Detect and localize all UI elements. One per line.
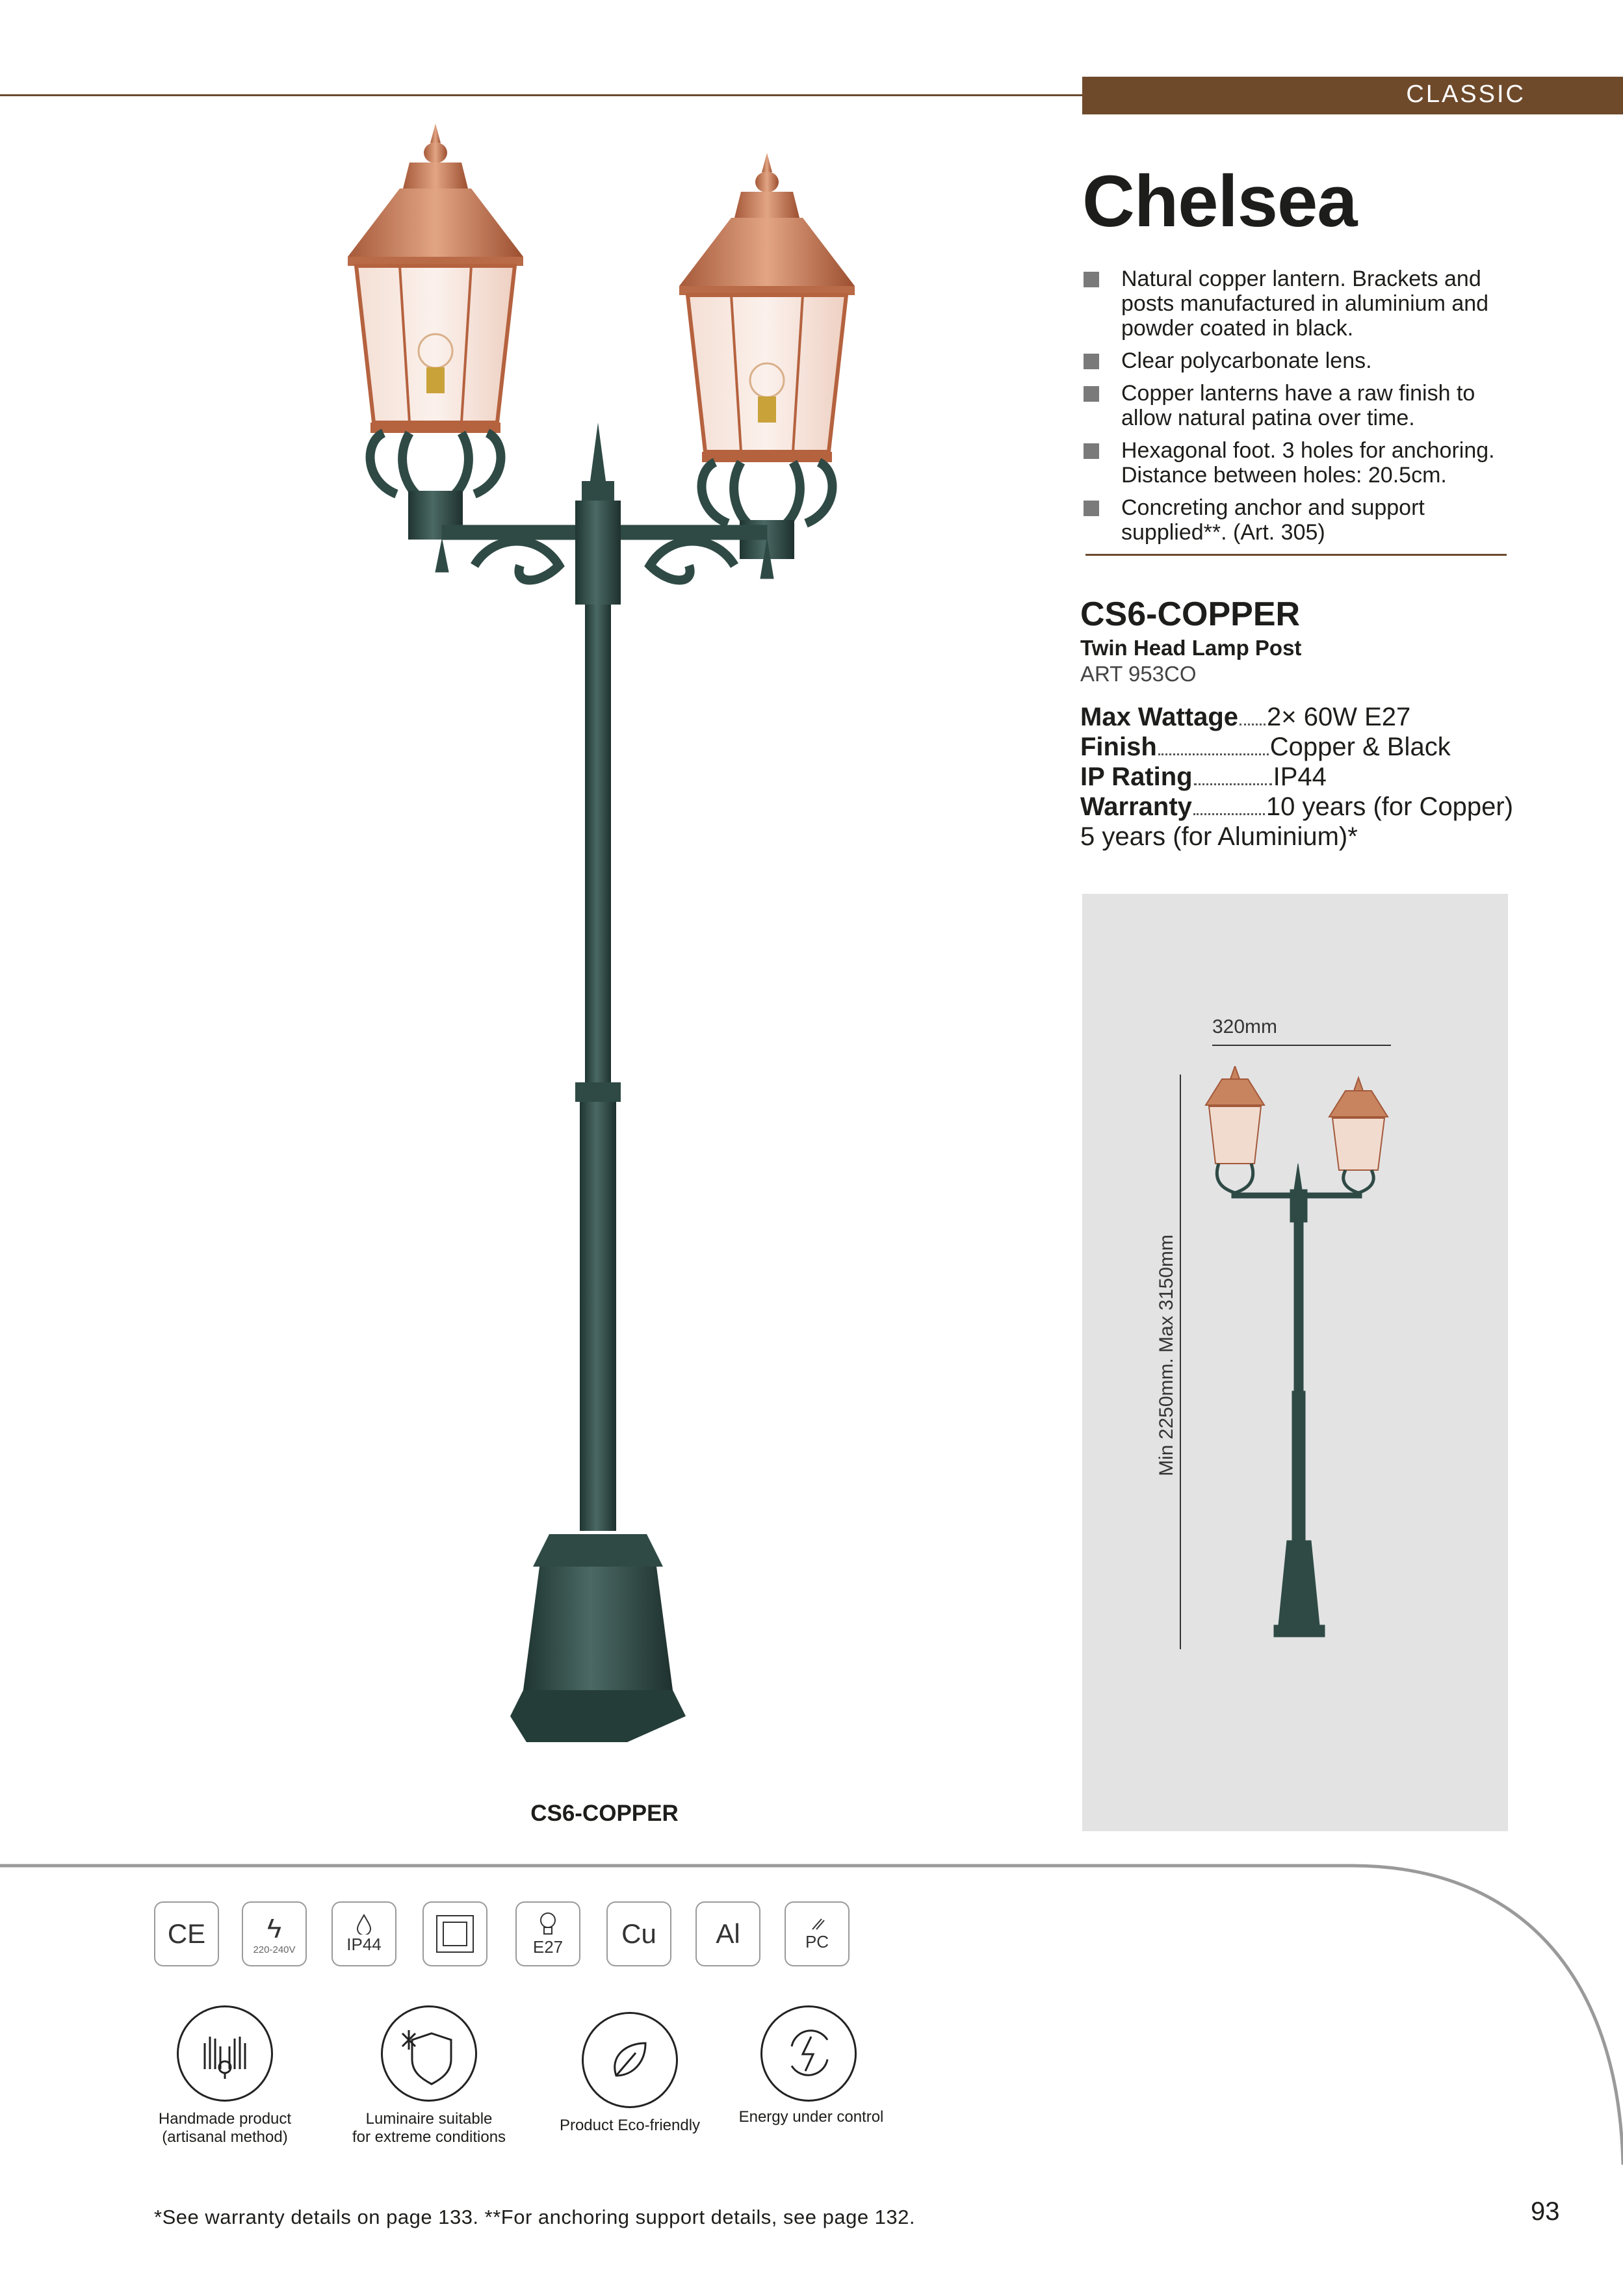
width-line xyxy=(1212,1045,1391,1046)
dimensions-panel xyxy=(1082,894,1508,1831)
feature-label: Product Eco-friendly xyxy=(559,2117,701,2134)
bulb-icon: E27 xyxy=(515,1901,580,1966)
bullet-square-icon xyxy=(1084,386,1099,402)
feature-item: Concreting anchor and support supplied**. (Art. 305) xyxy=(1082,495,1511,545)
voltage-icon: ϟ 220-240V xyxy=(242,1901,307,1966)
upper-pole xyxy=(585,605,611,1086)
energy-control-icon xyxy=(760,2005,857,2102)
spec-row: Warranty 10 years (for Copper) xyxy=(1080,792,1514,821)
feature-item: Clear polycarbonate lens. xyxy=(1082,348,1511,373)
waterdrop-icon: IP44 xyxy=(331,1901,396,1966)
feature-item: Hexagonal foot. 3 holes for anchoring. Distance between holes: 20.5cm. xyxy=(1082,438,1511,488)
hexagonal-foot xyxy=(523,1567,673,1690)
bullet-square-icon xyxy=(1084,354,1099,369)
feature-label: Luminaire suitable for extreme conditions xyxy=(352,2110,506,2146)
feature-label: Energy under control xyxy=(738,2108,884,2126)
aluminium-icon: Al xyxy=(695,1901,760,1966)
base-collar xyxy=(533,1534,663,1567)
category-banner xyxy=(1082,77,1623,114)
spec-row: IP Rating IP44 xyxy=(1080,763,1327,791)
right-lantern xyxy=(679,153,855,559)
bullet-square-icon xyxy=(1084,443,1099,459)
extreme-conditions-icon xyxy=(381,2005,477,2102)
feature-list xyxy=(1082,267,1511,553)
lamp-post-illustration xyxy=(325,117,897,1768)
footnote: *See warranty details on page 133. **For anchoring support details, see page 132. xyxy=(154,2206,916,2228)
class-ii-icon xyxy=(422,1901,487,1966)
finial xyxy=(590,423,606,481)
ce-mark-icon: CE xyxy=(154,1901,219,1966)
dimension-height: Min 2250mm. Max 3150mm xyxy=(1156,1234,1177,1476)
feature-item: Copper lanterns have a raw finish to allow natural patina over time. xyxy=(1082,381,1511,430)
image-caption: CS6-COPPER xyxy=(530,1801,679,1826)
height-line xyxy=(1180,1075,1181,1649)
eco-friendly-icon xyxy=(582,2012,678,2108)
category-label: CLASSIC xyxy=(1406,81,1526,108)
model-article-number: ART 953CO xyxy=(1080,662,1197,686)
handmade-icon xyxy=(177,2005,273,2102)
dimension-width: 320mm xyxy=(1212,1016,1278,1037)
left-lantern xyxy=(348,124,523,540)
product-title: Chelsea xyxy=(1082,161,1357,242)
copper-icon: Cu xyxy=(606,1901,671,1966)
bullet-square-icon xyxy=(1084,501,1099,516)
lower-pole xyxy=(580,1102,616,1531)
lamp-post-thumbnail xyxy=(1199,1066,1394,1658)
page-number: 93 xyxy=(1531,2197,1560,2226)
spec-row: Max Wattage 2× 60W E27 xyxy=(1080,703,1411,731)
model-code: CS6-COPPER xyxy=(1080,595,1301,633)
model-subtitle: Twin Head Lamp Post xyxy=(1080,636,1302,660)
spec-warranty-extra: 5 years (for Aluminium)* xyxy=(1080,822,1358,851)
header-rule xyxy=(0,94,1082,96)
section-rule xyxy=(1085,554,1507,556)
bullet-square-icon xyxy=(1084,272,1099,287)
feature-item: Natural copper lantern. Brackets and posts manufactured in aluminium and powder coated in black. xyxy=(1082,267,1511,341)
polycarbonate-icon: PC xyxy=(785,1901,850,1966)
spec-table xyxy=(1080,702,1535,852)
feature-label: Handmade product (artisanal method) xyxy=(158,2110,292,2146)
spec-row: Finish Copper & Black xyxy=(1080,733,1451,761)
